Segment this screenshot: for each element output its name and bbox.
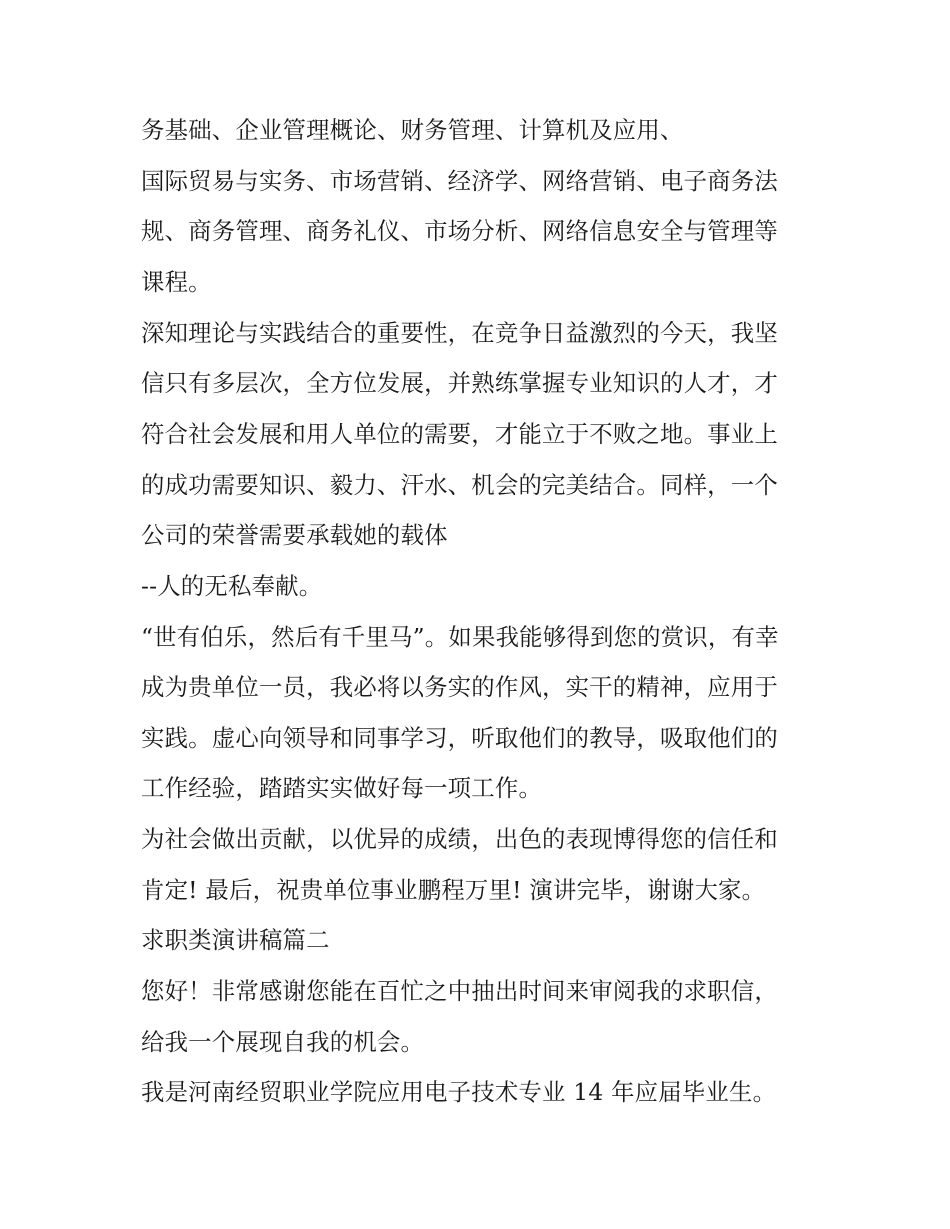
text-line: --人的无私奉献。 bbox=[141, 572, 323, 600]
text-line: 课程。 bbox=[141, 268, 212, 296]
text-line: 务基础、企业管理概论、财务管理、计算机及应用、 bbox=[141, 116, 684, 144]
text-line: 成为贵单位一员，我必将以务实的作风，实干的精神，应用于 bbox=[141, 673, 778, 701]
text-line: 国际贸易与实务、市场营销、经济学、网络营销、电子商务法 bbox=[141, 167, 778, 195]
text-line: “世有伯乐，然后有千里马”。如果我能够得到您的赏识，有幸 bbox=[141, 623, 779, 651]
text-line: 为社会做出贡献，以优异的成绩，出色的表现博得您的信任和 bbox=[141, 825, 778, 853]
text-line: 的成功需要知识、毅力、汗水、机会的完美结合。同样，一个 bbox=[141, 471, 778, 499]
text-line: 工作经验，踏踏实实做好每一项工作。 bbox=[141, 774, 543, 802]
text-line: 您好！非常感谢您能在百忙之中抽出时间来审阅我的求职信， bbox=[141, 977, 778, 1005]
text-line: 信只有多层次，全方位发展，并熟练掌握专业知识的人才，才 bbox=[141, 369, 778, 397]
text-line: 符合社会发展和用人单位的需要，才能立于不败之地。事业上 bbox=[141, 420, 778, 448]
text-line: 我是河南经贸职业学院应用电子技术专业 14 年应届毕业生。 bbox=[141, 1078, 777, 1106]
text-line: 公司的荣誉需要承载她的载体 bbox=[141, 521, 448, 549]
section-heading: 求职类演讲稿篇二 bbox=[141, 926, 330, 954]
text-line: 肯定! 最后，祝贵单位事业鹏程万里! 演讲完毕，谢谢大家。 bbox=[141, 876, 766, 904]
text-line: 规、商务管理、商务礼仪、市场分析、网络信息安全与管理等 bbox=[141, 217, 778, 245]
text-line: 实践。虚心向领导和同事学习，听取他们的教导，吸取他们的 bbox=[141, 724, 778, 752]
text-line: 深知理论与实践结合的重要性，在竞争日益激烈的今天，我坚 bbox=[141, 319, 778, 347]
text-line: 给我一个展现自我的机会。 bbox=[141, 1028, 425, 1056]
